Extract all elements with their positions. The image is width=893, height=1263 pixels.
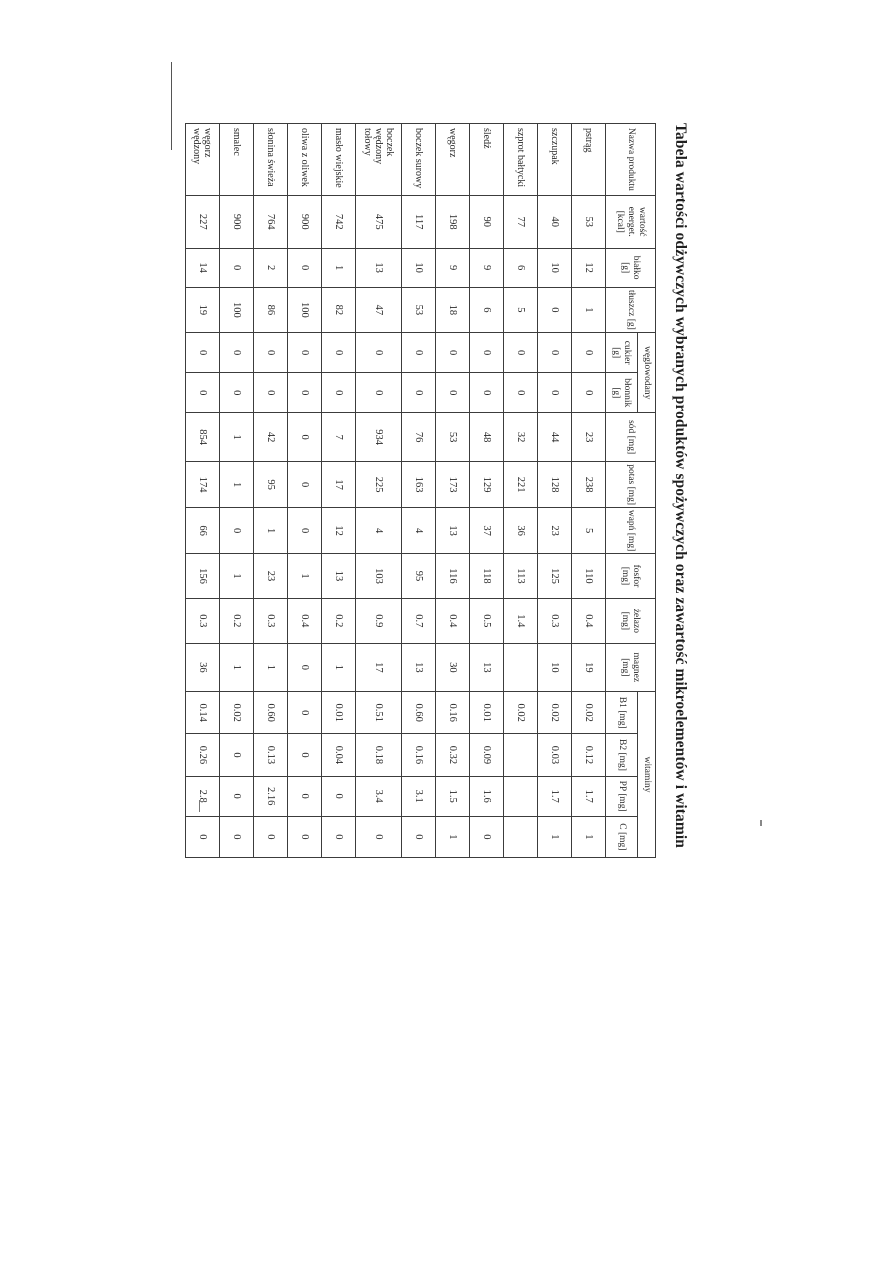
value-cell: 0 (220, 333, 254, 373)
value-cell: 0.2 (220, 599, 254, 643)
value-cell: 934 (356, 413, 402, 462)
value-cell: 9 (436, 248, 470, 287)
value-cell: 17 (322, 461, 356, 507)
value-cell: 36 (186, 643, 220, 692)
value-cell: 4 (402, 508, 436, 553)
value-cell: 116 (436, 553, 470, 598)
header-sodium: sód [mg] (606, 413, 656, 462)
product-name-cell: węgorz (436, 124, 470, 196)
table-row (470, 124, 504, 858)
header-magnesium: magnez [mg] (606, 643, 656, 692)
value-cell: 0 (572, 373, 606, 413)
value-cell: 117 (402, 195, 436, 248)
value-cell: 0 (538, 333, 572, 373)
value-cell: 30 (436, 643, 470, 692)
value-cell: 95 (402, 553, 436, 598)
value-cell: 125 (538, 553, 572, 598)
header-b2: B2 [mg] (606, 734, 638, 776)
value-cell: 1 (322, 248, 356, 287)
value-cell: 0.16 (402, 734, 436, 776)
value-cell: 42 (254, 413, 288, 462)
value-cell: 0.60 (254, 692, 288, 734)
header-iron: żelazo [mg] (606, 599, 656, 643)
value-cell: 0 (402, 373, 436, 413)
value-cell: 1 (254, 508, 288, 553)
value-cell: 1.5 (436, 776, 470, 816)
header-phosphorus: fosfor [mg] (606, 553, 656, 598)
value-cell: 0.04 (322, 734, 356, 776)
value-cell: 7 (322, 413, 356, 462)
value-cell: 900 (220, 195, 254, 248)
value-cell: 764 (254, 195, 288, 248)
value-cell: 5 (504, 287, 538, 332)
value-cell: 12 (572, 248, 606, 287)
value-cell: 221 (504, 461, 538, 507)
value-cell: 0 (288, 333, 322, 373)
value-cell: 225 (356, 461, 402, 507)
value-cell: 0 (356, 816, 402, 857)
value-cell: 1.7 (538, 776, 572, 816)
value-cell: 5 (572, 508, 606, 553)
product-name-cell: boczek surowy (402, 124, 436, 196)
value-cell: 0.16 (436, 692, 470, 734)
value-cell: 0 (186, 333, 220, 373)
value-cell: 129 (470, 461, 504, 507)
header-c: C [mg] (606, 816, 638, 857)
value-cell: 17 (356, 643, 402, 692)
table-row (288, 124, 322, 858)
value-cell: 0.02 (538, 692, 572, 734)
value-cell: 0.14 (186, 692, 220, 734)
nutrition-table (185, 123, 656, 858)
value-cell: 854 (186, 413, 220, 462)
value-cell: 238 (572, 461, 606, 507)
value-cell: 0.3 (254, 599, 288, 643)
value-cell: 0 (220, 248, 254, 287)
value-cell (504, 643, 538, 692)
value-cell: 2.16 (254, 776, 288, 816)
table-row (572, 124, 606, 858)
value-cell: 3.4 (356, 776, 402, 816)
value-cell: 1 (220, 413, 254, 462)
value-cell: 227 (186, 195, 220, 248)
value-cell: 0.03 (538, 734, 572, 776)
value-cell: 900 (288, 195, 322, 248)
header-calcium: wapń [mg] (606, 508, 656, 553)
value-cell: 0 (504, 373, 538, 413)
value-cell: 0 (288, 643, 322, 692)
table-title: Tabela wartości odżywczych wybranych produktów spożywczych oraz zawartość mikroelementów i witamin (672, 123, 689, 849)
value-cell: 53 (436, 413, 470, 462)
value-cell: 0.3 (538, 599, 572, 643)
table-row (186, 124, 220, 858)
value-cell: 0 (436, 373, 470, 413)
value-cell: 0 (572, 333, 606, 373)
value-cell: 1 (254, 643, 288, 692)
value-cell: 0.01 (470, 692, 504, 734)
value-cell: 0.5 (470, 599, 504, 643)
value-cell: 0 (288, 461, 322, 507)
value-cell: 10 (538, 248, 572, 287)
value-cell: 742 (322, 195, 356, 248)
value-cell: 174 (186, 461, 220, 507)
value-cell (504, 816, 538, 857)
product-name-cell: węgorz wędzony (186, 124, 220, 196)
value-cell: 103 (356, 553, 402, 598)
value-cell: 0 (538, 287, 572, 332)
value-cell: 0.7 (402, 599, 436, 643)
value-cell: 90 (470, 195, 504, 248)
header-pp: PP [mg] (606, 776, 638, 816)
value-cell: 0 (322, 816, 356, 857)
product-name-cell: boczek wędzony tołowy (356, 124, 402, 196)
value-cell: 0.9 (356, 599, 402, 643)
product-name-cell: śledź (470, 124, 504, 196)
value-cell: 13 (356, 248, 402, 287)
table-body (186, 124, 606, 858)
value-cell: 0 (288, 734, 322, 776)
value-cell: 13 (436, 508, 470, 553)
table-row (220, 124, 254, 858)
value-cell: 0 (254, 333, 288, 373)
value-cell: 2 (254, 248, 288, 287)
value-cell: 1 (220, 643, 254, 692)
product-name-cell: masło wiejskie (322, 124, 356, 196)
value-cell: 0.02 (572, 692, 606, 734)
value-cell: 0 (288, 692, 322, 734)
value-cell: 2.8 (186, 776, 220, 816)
value-cell: 1 (322, 643, 356, 692)
value-cell: 0 (220, 508, 254, 553)
value-cell: 0.01 (322, 692, 356, 734)
value-cell: 37 (470, 508, 504, 553)
value-cell: 9 (470, 248, 504, 287)
value-cell: 18 (436, 287, 470, 332)
value-cell: 0 (288, 248, 322, 287)
value-cell: 0.3 (186, 599, 220, 643)
value-cell: 0.02 (504, 692, 538, 734)
value-cell: 0.13 (254, 734, 288, 776)
header-fiber: błonnik [g] (606, 373, 638, 413)
value-cell: 0.18 (356, 734, 402, 776)
value-cell: 118 (470, 553, 504, 598)
value-cell: 6 (470, 287, 504, 332)
value-cell: 1 (220, 461, 254, 507)
value-cell: 0 (220, 734, 254, 776)
value-cell: 0 (288, 413, 322, 462)
header-name: Nazwa produktu (606, 124, 656, 196)
value-cell: 0 (436, 333, 470, 373)
table-row (322, 124, 356, 858)
value-cell: 6 (504, 248, 538, 287)
product-name-cell: szprot bałtycki (504, 124, 538, 196)
value-cell: 0 (402, 333, 436, 373)
value-cell: 53 (572, 195, 606, 248)
value-cell: 0 (254, 816, 288, 857)
value-cell: 0 (220, 816, 254, 857)
value-cell: 1 (436, 816, 470, 857)
value-cell: 14 (186, 248, 220, 287)
value-cell: 44 (538, 413, 572, 462)
value-cell: 0 (470, 816, 504, 857)
header-group-carbs: węglowodany (638, 333, 656, 413)
value-cell: 0.4 (572, 599, 606, 643)
value-cell: 173 (436, 461, 470, 507)
header-fat: tłuszcz [g] (606, 287, 656, 332)
header-protein: białko [g] (606, 248, 656, 287)
value-cell: 156 (186, 553, 220, 598)
table-row (538, 124, 572, 858)
value-cell: 82 (322, 287, 356, 332)
header-potassium: potas [mg] (606, 461, 656, 507)
value-cell: 0.60 (402, 692, 436, 734)
value-cell: 36 (504, 508, 538, 553)
value-cell: 128 (538, 461, 572, 507)
value-cell: 0 (322, 333, 356, 373)
value-cell: 1.6 (470, 776, 504, 816)
value-cell: 1 (288, 553, 322, 598)
header-energy: wartość energet. [kcal] (606, 195, 656, 248)
value-cell: 23 (572, 413, 606, 462)
value-cell: 100 (220, 287, 254, 332)
value-cell: 0 (186, 816, 220, 857)
product-name-cell: pstrąg (572, 124, 606, 196)
value-cell: 1 (220, 553, 254, 598)
value-cell: 40 (538, 195, 572, 248)
value-cell: 0 (220, 373, 254, 413)
value-cell: 0 (356, 333, 402, 373)
value-cell: 0.26 (186, 734, 220, 776)
value-cell: 100 (288, 287, 322, 332)
value-cell: 1.4 (504, 599, 538, 643)
value-cell: 86 (254, 287, 288, 332)
table-row (402, 124, 436, 858)
value-cell: 1 (572, 816, 606, 857)
table-row (356, 124, 402, 858)
value-cell: 1.7 (572, 776, 606, 816)
value-cell: 0 (470, 373, 504, 413)
value-cell: 0.4 (436, 599, 470, 643)
value-cell: 475 (356, 195, 402, 248)
value-cell: 113 (504, 553, 538, 598)
value-cell: 0.2 (322, 599, 356, 643)
value-cell: 0 (322, 373, 356, 413)
value-cell: 13 (470, 643, 504, 692)
product-name-cell: smalec (220, 124, 254, 196)
value-cell: 13 (402, 643, 436, 692)
table-row (254, 124, 288, 858)
value-cell: 23 (538, 508, 572, 553)
value-cell: 0 (220, 776, 254, 816)
value-cell: 12 (322, 508, 356, 553)
value-cell: 110 (572, 553, 606, 598)
value-cell: 0.09 (470, 734, 504, 776)
value-cell: 10 (538, 643, 572, 692)
value-cell: 77 (504, 195, 538, 248)
rotated-page (191, 123, 694, 858)
value-cell: 0 (356, 373, 402, 413)
value-cell: 66 (186, 508, 220, 553)
value-cell: 0 (288, 508, 322, 553)
scan-dot (760, 820, 762, 826)
value-cell: 19 (572, 643, 606, 692)
value-cell: 3.1 (402, 776, 436, 816)
value-cell: 95 (254, 461, 288, 507)
value-cell: 0 (538, 373, 572, 413)
value-cell: 0.4 (288, 599, 322, 643)
value-cell: 10 (402, 248, 436, 287)
value-cell: 0 (186, 373, 220, 413)
header-sugar: cukier [g] (606, 333, 638, 373)
value-cell: 0 (504, 333, 538, 373)
value-cell: 13 (322, 553, 356, 598)
value-cell: 0.12 (572, 734, 606, 776)
value-cell: 0 (254, 373, 288, 413)
value-cell: 23 (254, 553, 288, 598)
value-cell: 0 (402, 816, 436, 857)
value-cell: 47 (356, 287, 402, 332)
value-cell: 76 (402, 413, 436, 462)
value-cell: 19 (186, 287, 220, 332)
value-cell: 53 (402, 287, 436, 332)
value-cell: 0.51 (356, 692, 402, 734)
value-cell: 1 (538, 816, 572, 857)
value-cell: 0 (322, 776, 356, 816)
value-cell (504, 776, 538, 816)
table-row (504, 124, 538, 858)
value-cell (504, 734, 538, 776)
product-name-cell: oliwa z oliwek (288, 124, 322, 196)
value-cell: 198 (436, 195, 470, 248)
value-cell: 0 (288, 776, 322, 816)
margin-line (171, 62, 172, 150)
header-b1: B1 [mg] (606, 692, 638, 734)
value-cell: 4 (356, 508, 402, 553)
value-cell: 0 (470, 333, 504, 373)
value-cell: 1 (572, 287, 606, 332)
value-cell: 0.32 (436, 734, 470, 776)
header-group-vitamins: witaminy (638, 692, 656, 858)
product-name-cell: szczupak (538, 124, 572, 196)
value-cell: 0 (288, 373, 322, 413)
product-name-cell: słonina świeża (254, 124, 288, 196)
value-cell: 0.02 (220, 692, 254, 734)
value-cell: 163 (402, 461, 436, 507)
table-row (436, 124, 470, 858)
value-cell: 48 (470, 413, 504, 462)
value-cell: 32 (504, 413, 538, 462)
value-cell: 0 (288, 816, 322, 857)
